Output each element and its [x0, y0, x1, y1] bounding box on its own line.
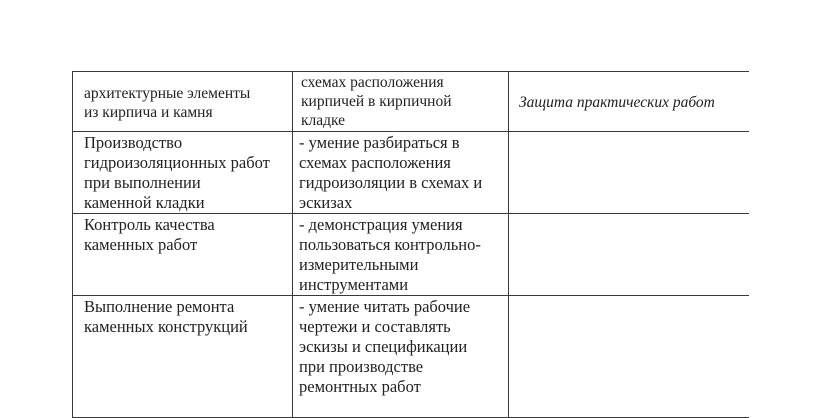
table-row	[73, 296, 749, 418]
cell-text: схемах расположения кирпичей в кирпичной кладке	[301, 74, 452, 129]
cell-text: Защита практических работ	[519, 93, 715, 111]
cell-text: Контроль качества каменных работ	[84, 215, 215, 254]
table-cell-skill	[293, 296, 509, 418]
table-cell-element	[73, 132, 293, 214]
table-cell-element	[73, 296, 293, 418]
cell-text: архитектурные элементы из кирпича и камня	[84, 85, 251, 121]
table-row	[73, 214, 749, 296]
table-cell-skill	[293, 214, 509, 296]
table-cell-element	[73, 214, 293, 296]
table-cell-assessment	[509, 296, 749, 418]
competency-table	[72, 71, 749, 418]
cell-text: - умение читать рабочие чертежи и составлять эскизы и спецификации при производстве ремонтных работ	[299, 297, 471, 396]
cell-text: Производство гидроизоляционных работ при выполнении каменной кладки	[84, 133, 270, 212]
table-cell-assessment	[509, 214, 749, 296]
cell-text: - умение разбираться в схемах расположения гидроизоляции в схемах и эскизах	[299, 133, 483, 212]
table-cell-assessment	[509, 72, 749, 132]
table-cell-skill	[293, 72, 509, 132]
table-cell-assessment	[509, 132, 749, 214]
cell-text: - демонстрация умения пользоваться контрольно- измерительными инструментами	[299, 215, 481, 294]
table-cell-skill	[293, 132, 509, 214]
table-row	[73, 72, 749, 132]
cell-text: Выполнение ремонта каменных конструкций	[84, 297, 248, 336]
table-row	[73, 132, 749, 214]
table-cell-element	[73, 72, 293, 132]
